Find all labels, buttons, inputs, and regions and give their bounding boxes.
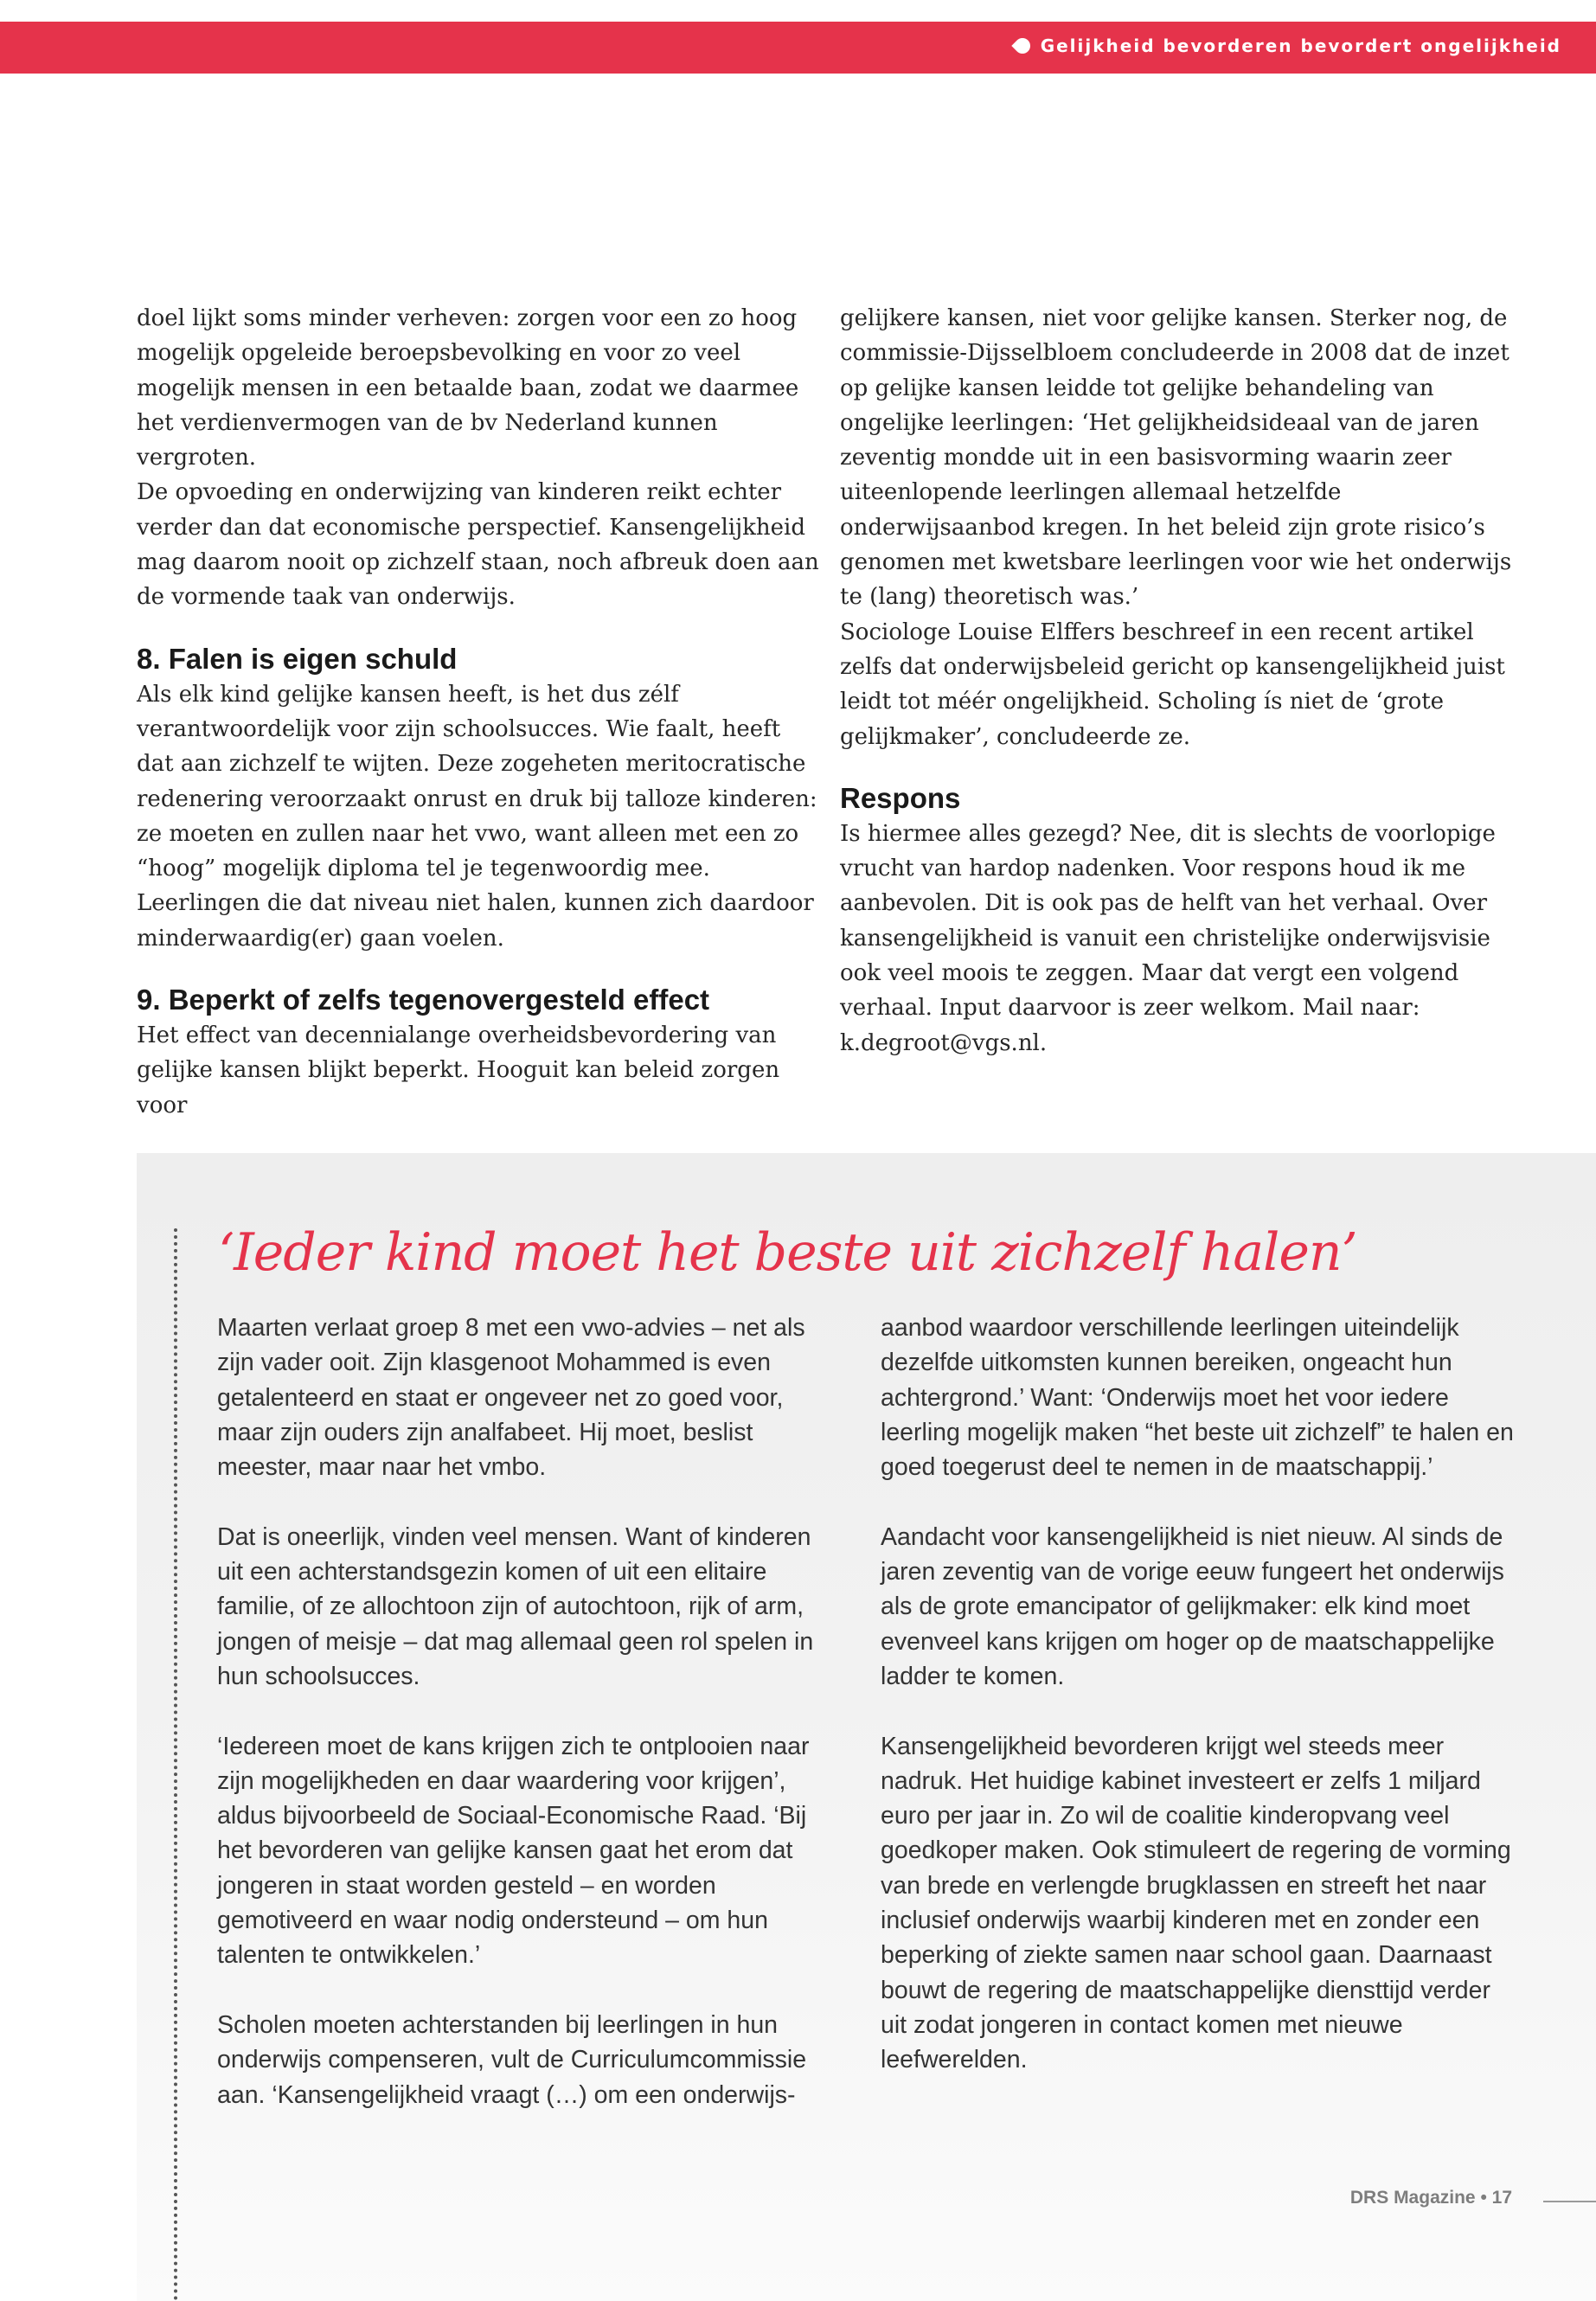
box-column-right (881, 1311, 1521, 2112)
article-column-left (137, 301, 820, 1123)
box-paragraph: Scholen moeten achterstanden bij leerlingen in hun onderwijs compenseren, vult de Curriculumcommissie aan. ‘Kansengelijkheid vraagt (…) om een onderwijs- (217, 2010, 807, 2109)
paragraph: Sociologe Louise Elffers beschreef in een recent artikel zelfs dat onderwijsbeleid gericht op kansengelijkheid juist leidt tot méér ongelijkheid. Scholing ís niet de ‘grote gelijkmaker’, concludeerde ze. (840, 619, 1505, 750)
paragraph: De opvoeding en onderwijzing van kinderen reikt echter verder dan dat economische perspectief. Kansengelijkheid mag daarom nooit op zichzelf staan, noch afbreuk doen aan de vormende taak van onderwijs. (137, 479, 819, 611)
box-paragraph: Maarten verlaat groep 8 met een vwo-advies – net als zijn vader ooit. Zijn klasgenoot Mohammed is even getalenteerd en staat er ongeveer net zo goed voor, maar zijn ouders zijn analfabeet. Hij moet, beslist meester, maar naar het vmbo. (217, 1314, 805, 1482)
pull-quote: ‘Ieder kind moet het beste uit zichzelf halen’ (218, 1222, 1357, 1283)
article-column-right (840, 301, 1515, 1061)
leaf-bullet-icon (1011, 35, 1033, 56)
footer-rule (1543, 2201, 1596, 2202)
box-paragraph: aanbod waardoor verschillende leerlingen uiteindelijk dezelfde uitkomsten kunnen bereiken, ongeacht hun achtergrond.’ Want: ‘Onderwijs moet het voor iedere leerling mogelijk maken “het beste uit zichzelf” te halen en goed toegerust deel te nemen in de maatschappij.’ (881, 1314, 1514, 1482)
box-paragraph: Dat is oneerlijk, vinden veel mensen. Want of kinderen uit een achterstandsgezin komen of uit een elitaire familie, of ze allochtoon zijn of autochtoon, rijk of arm, jongen of meisje – dat mag allemaal geen rol spelen in hun schoolsucces. (217, 1522, 814, 1690)
section-heading-respons: Respons (840, 781, 961, 814)
magazine-name: DRS Magazine (1349, 2188, 1476, 2208)
running-header (1015, 35, 1561, 56)
page-footer (1350, 2188, 1512, 2208)
box-column-left (217, 1311, 840, 2147)
section-heading-8: 8. Falen is eigen schuld (137, 642, 458, 675)
paragraph: Het effect van decennialange overheidsbevordering van gelijke kansen blijkt beperkt. Hooguit kan beleid zorgen voor (137, 1022, 780, 1118)
paragraph: gelijkere kansen, niet voor gelijke kansen. Sterker nog, de commissie-Dijsselbloem concludeerde in 2008 dat de inzet op gelijke kansen leidde tot gelijke behandeling van ongelijke leerlingen: ‘Het gelijkheidsideaal van de jaren zeventig mondde uit in een basisvorming waarin zeer uiteenlopende leerlingen allemaal hetzelfde onderwijsaanbod kregen. In het beleid zijn grote risico’s genomen met kwetsbare leerlingen voor wie het onderwijs te (lang) theoretisch was.’ (840, 305, 1512, 611)
box-paragraph: ‘Iedereen moet de kans krijgen zich te ontplooien naar zijn mogelijkheden en daar waardering voor krijgen’, aldus bijvoorbeeld de Sociaal-Economische Raad. ‘Bij het bevorderen van gelijke kansen gaat het erom dat jongeren in staat worden gesteld – en worden gemotiveerd en waar nodig ondersteund – om hun talenten te ontwikkelen.’ (217, 1732, 810, 1970)
page-number: 17 (1491, 2188, 1512, 2208)
paragraph: doel lijkt soms minder verheven: zorgen voor een zo hoog mogelijk opgeleide beroepsbevolking en voor zo veel mogelijk mensen in een betaalde baan, zodat we daarmee het verdienvermogen van de bv Nederland kunnen vergroten. (137, 305, 799, 471)
paragraph: Als elk kind gelijke kansen heeft, is het dus zélf verantwoordelijk voor zijn schoolsucces. Wie faalt, heeft dat aan zichzelf te wijten. Deze zogeheten meritocratische redenering veroorzaakt onrust en druk bij talloze kinderen: ze moeten en zullen naar het vwo, want alleen met een zo “hoog” mogelijk diploma tel je tegenwoordig mee. Leerlingen die dat niveau niet halen, kunnen zich daardoor minderwaardig(er) gaan voelen. (137, 681, 817, 952)
box-paragraph: Aandacht voor kansengelijkheid is niet nieuw. Al sinds de jaren zeventig van de vorige eeuw fungeert het onderwijs als de grote emancipator of gelijkmaker: elk kind moet evenveel kans krijgen om hoger op de maatschappelijke ladder te komen. (881, 1522, 1504, 1690)
header-bar (0, 22, 1596, 74)
dotted-divider (174, 1228, 177, 2301)
running-header-title: Gelijkheid bevorderen bevordert ongelijkheid (1040, 35, 1561, 56)
paragraph: Is hiermee alles gezegd? Nee, dit is slechts de voorlopige vrucht van hardop nadenken. Voor respons houd ik me aanbevolen. Dit is ook pas de helft van het verhaal. Over kansengelijkheid is vanuit een christelijke onderwijsvisie ook veel moois te zeggen. Maar dat vergt een volgend verhaal. Input daarvoor is zeer welkom. Mail naar: k.degroot@vgs.nl. (840, 820, 1496, 1056)
box-paragraph: Kansengelijkheid bevorderen krijgt wel steeds meer nadruk. Het huidige kabinet investeert er zelfs 1 miljard euro per jaar in. Zo wil de coalitie kinderopvang veel goedkoper maken. Ook stimuleert de regering de vorming van brede en verlengde brugklassen en streeft het naar inclusief onderwijs waarbij kinderen met en zonder een beperking of ziekte samen naar school gaan. Daarnaast bouwt de regering de maatschappelijke diensttijd verder uit zodat jongeren in contact komen met nieuwe leefwerelden. (881, 1732, 1511, 2074)
footer-separator: • (1480, 2188, 1487, 2208)
section-heading-9: 9. Beperkt of zelfs tegenovergesteld effect (137, 984, 710, 1016)
